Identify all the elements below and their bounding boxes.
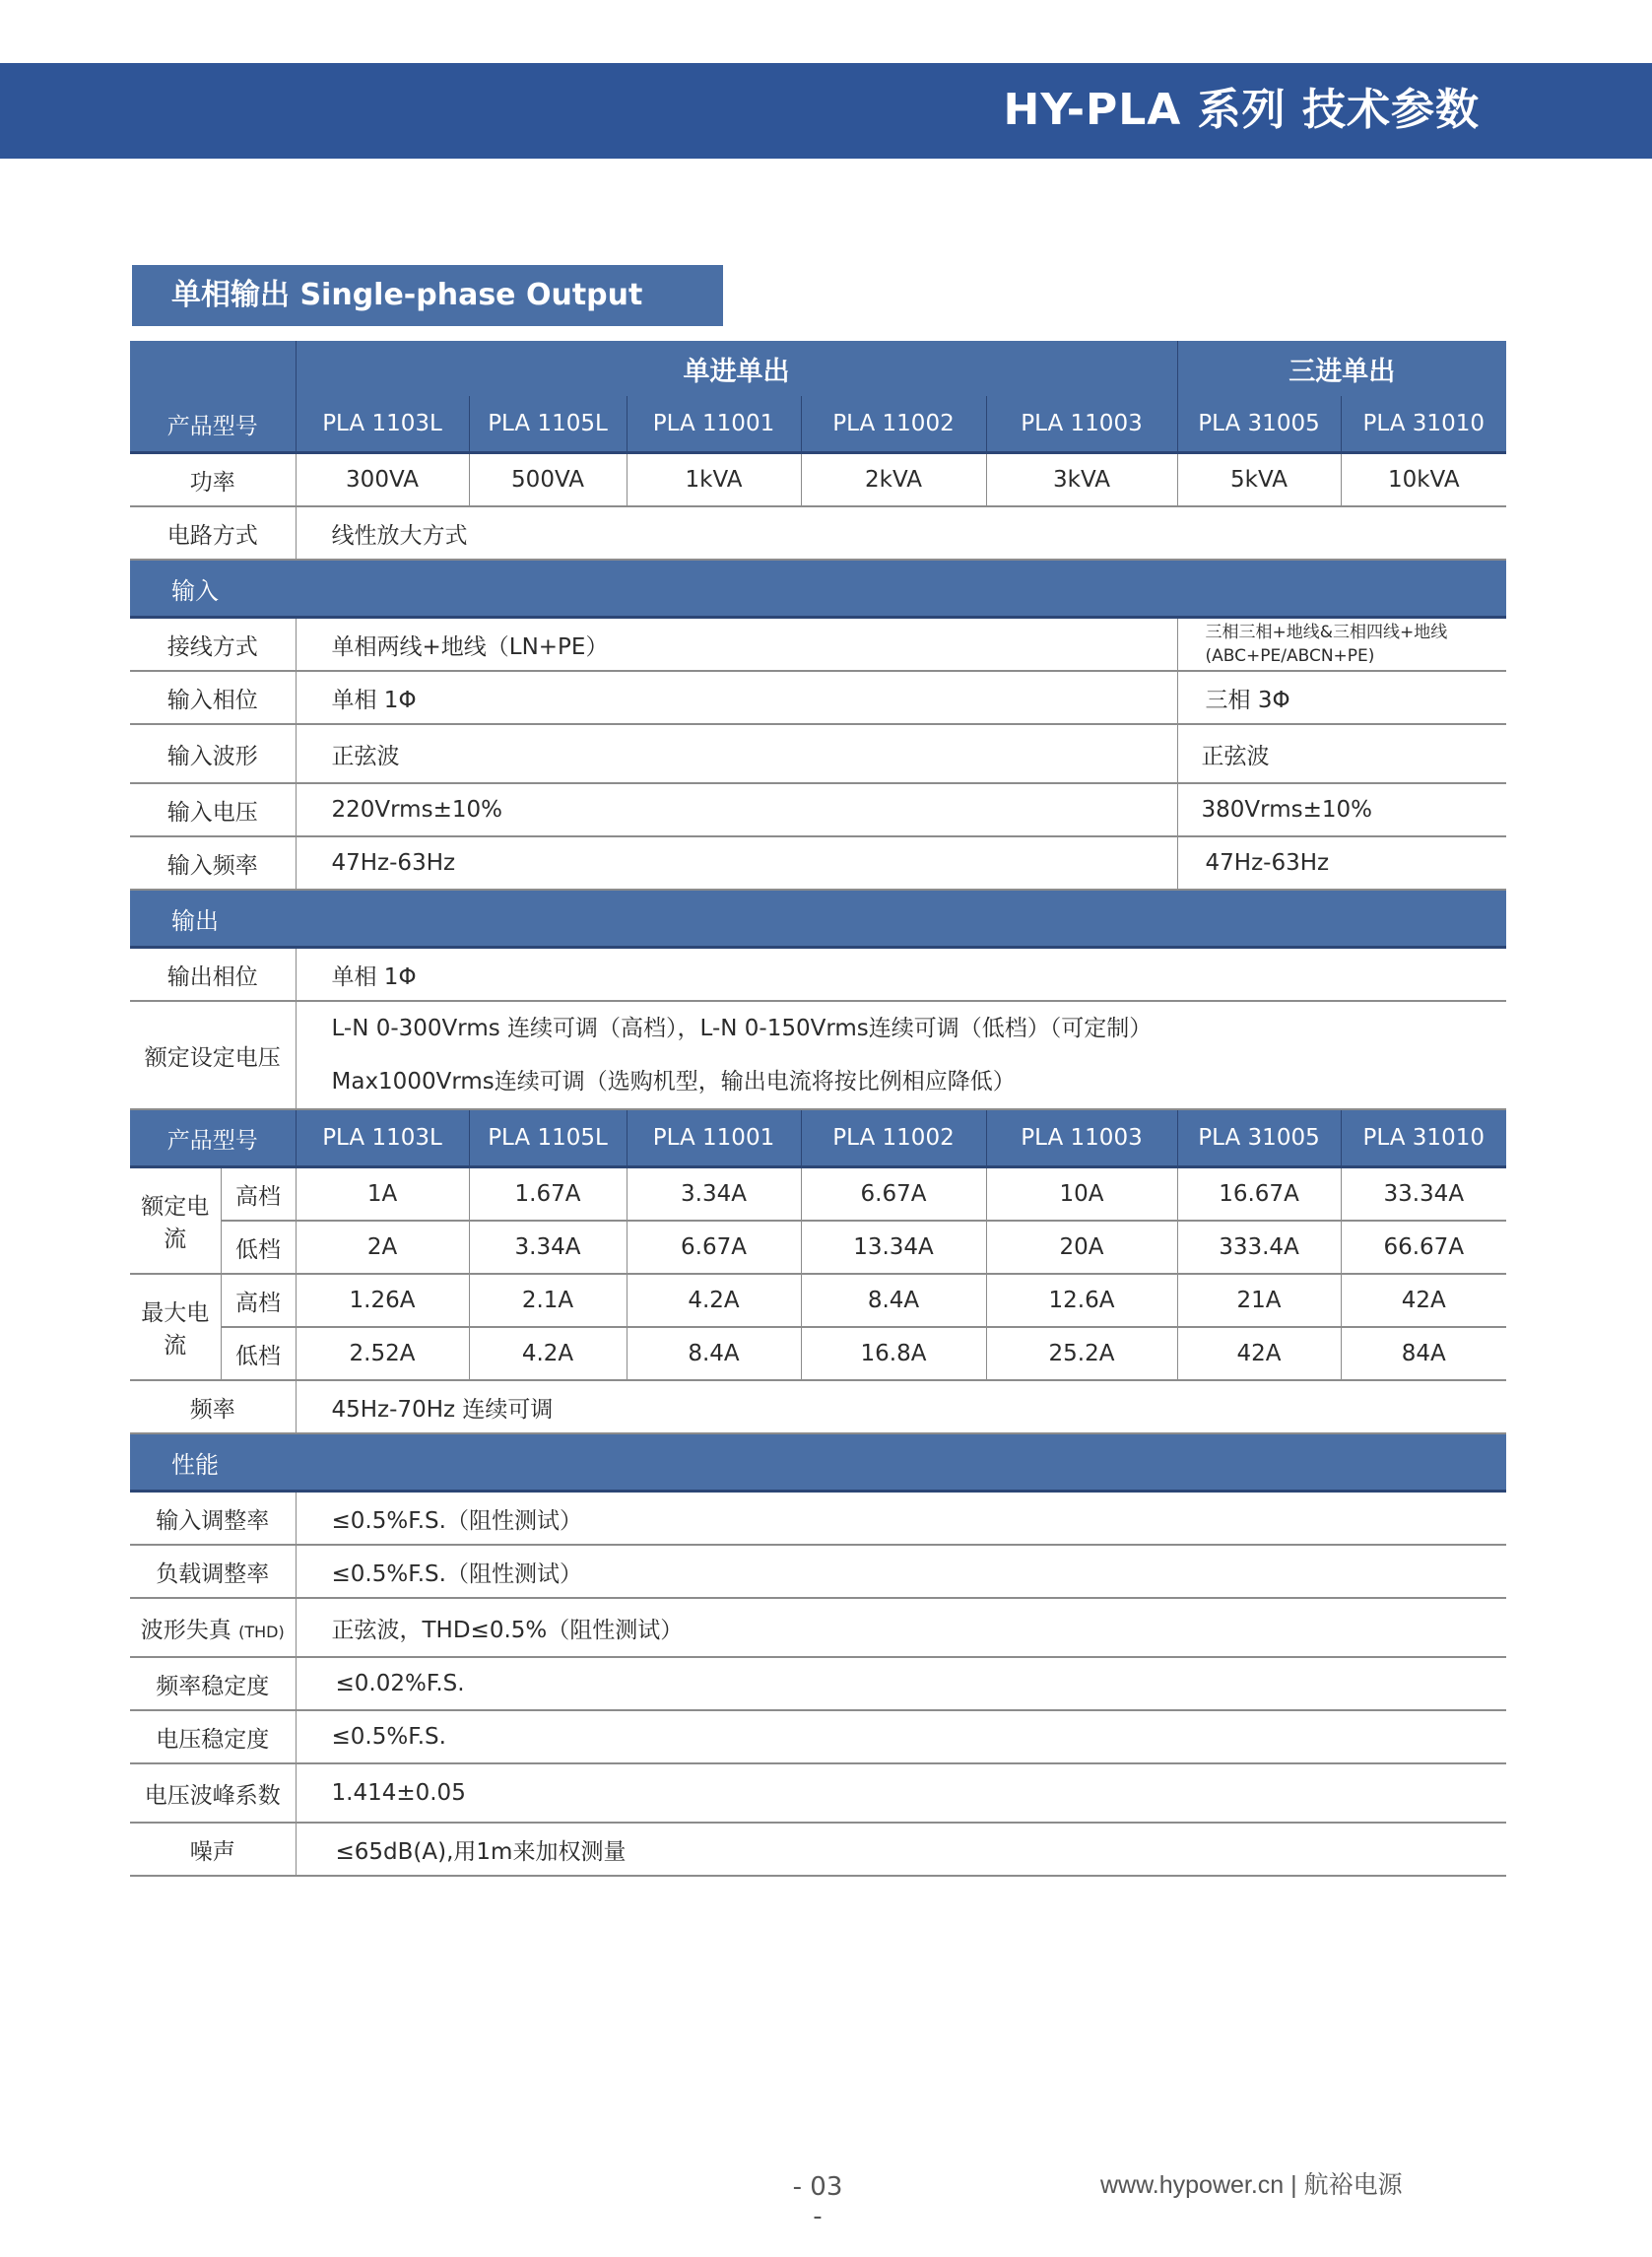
rated-voltage-value — [296, 1001, 1506, 1109]
rated-voltage-line1: L-N 0-300Vrms 连续可调（高档），L-N 0-150Vrms连续可调（低档）（可定制） — [331, 1016, 1153, 1041]
input-section-title: 输入 — [130, 560, 1506, 618]
wiring-row — [130, 618, 1506, 672]
freq-stab-label: 频率稳定度 — [130, 1657, 296, 1710]
rated-current-label: 额定电流 — [130, 1167, 221, 1275]
group-single-in: 单进单出 — [296, 341, 1177, 396]
input-waveform-row — [130, 724, 1506, 783]
model-cell: PLA 31005 — [1177, 396, 1341, 453]
rated-current-high-row — [130, 1167, 1506, 1222]
model-cell: PLA 11002 — [801, 1109, 986, 1167]
thd-value: 正弦波，THD≤0.5%（阻性测试） — [296, 1598, 1506, 1657]
input-frequency-label: 输入频率 — [130, 836, 296, 890]
rated-current-low-row — [130, 1221, 1506, 1274]
load-reg-value: ≤0.5%F.S.（阻性测试） — [296, 1545, 1506, 1598]
current-cell: 12.6A — [986, 1274, 1177, 1327]
current-cell: 2A — [296, 1221, 469, 1274]
power-cell: 1kVA — [627, 453, 801, 507]
rated-voltage-label: 额定设定电压 — [130, 1001, 296, 1109]
model-cell: PLA 31010 — [1341, 396, 1506, 453]
current-cell: 25.2A — [986, 1327, 1177, 1380]
group-header-row — [130, 341, 1506, 396]
output-phase-label: 输出相位 — [130, 948, 296, 1002]
power-cell: 3kVA — [986, 453, 1177, 507]
noise-label: 噪声 — [130, 1823, 296, 1876]
current-cell: 3.34A — [469, 1221, 627, 1274]
noise-value: ≤65dB(A),用1m来加权测量 — [296, 1823, 1506, 1876]
current-cell: 6.67A — [627, 1221, 801, 1274]
input-reg-row — [130, 1492, 1506, 1546]
max-current-low-label: 低档 — [221, 1327, 296, 1380]
freq-stab-value: ≤0.02%F.S. — [296, 1657, 1506, 1710]
crest-label: 电压波峰系数 — [130, 1763, 296, 1823]
model-cell: PLA 31005 — [1177, 1109, 1341, 1167]
input-voltage-three: 380Vrms±10% — [1177, 783, 1506, 836]
performance-section-row — [130, 1433, 1506, 1492]
output-frequency-value: 45Hz-70Hz 连续可调 — [296, 1380, 1506, 1433]
current-cell: 4.2A — [469, 1327, 627, 1380]
current-cell: 84A — [1341, 1327, 1506, 1380]
power-label: 功率 — [130, 453, 296, 507]
model-cell: PLA 11002 — [801, 396, 986, 453]
wiring-single: 单相两线+地线（LN+PE） — [296, 618, 1177, 672]
rated-current-high-label: 高档 — [221, 1167, 296, 1222]
wiring-three-line1: 三相三相+地线&三相四线+地线 — [1205, 623, 1448, 642]
current-cell: 66.67A — [1341, 1221, 1506, 1274]
circuit-label: 电路方式 — [130, 506, 296, 560]
input-section-row — [130, 560, 1506, 618]
model-cell: PLA 31010 — [1341, 1109, 1506, 1167]
load-reg-row — [130, 1545, 1506, 1598]
page-title: HY-PLA 系列 技术参数 — [1003, 85, 1480, 135]
thd-label-suffix: (THD) — [238, 1622, 285, 1641]
thd-row — [130, 1598, 1506, 1657]
rated-voltage-row — [130, 1001, 1506, 1109]
current-cell: 6.67A — [801, 1167, 986, 1222]
model-cell: PLA 11001 — [627, 1109, 801, 1167]
performance-section-title: 性能 — [130, 1433, 1506, 1492]
model-cell: PLA 1105L — [469, 1109, 627, 1167]
crest-value: 1.414±0.05 — [296, 1763, 1506, 1823]
current-cell: 42A — [1341, 1274, 1506, 1327]
input-waveform-label: 输入波形 — [130, 724, 296, 783]
output-frequency-label: 频率 — [130, 1380, 296, 1433]
current-cell: 1.67A — [469, 1167, 627, 1222]
footer-site[interactable]: www.hypower.cn | 航裕电源 — [1100, 2171, 1403, 2199]
rated-current-low-label: 低档 — [221, 1221, 296, 1274]
model-cell: PLA 11001 — [627, 396, 801, 453]
model-row-2 — [130, 1109, 1506, 1167]
current-cell: 16.8A — [801, 1327, 986, 1380]
input-frequency-row — [130, 836, 1506, 890]
model-row — [130, 396, 1506, 453]
model-cell: PLA 11003 — [986, 396, 1177, 453]
output-section-row — [130, 890, 1506, 948]
noise-row — [130, 1823, 1506, 1876]
freq-stab-row — [130, 1657, 1506, 1710]
input-waveform-three: 正弦波 — [1177, 724, 1506, 783]
current-cell: 8.4A — [801, 1274, 986, 1327]
power-cell: 500VA — [469, 453, 627, 507]
group-three-in: 三进单出 — [1177, 341, 1506, 396]
volt-stab-label: 电压稳定度 — [130, 1710, 296, 1763]
current-cell: 8.4A — [627, 1327, 801, 1380]
current-cell: 1.26A — [296, 1274, 469, 1327]
input-phase-single: 单相 1Φ — [296, 671, 1177, 724]
current-cell: 2.1A — [469, 1274, 627, 1327]
page-number: - 03 - — [792, 2172, 843, 2231]
max-current-high-label: 高档 — [221, 1274, 296, 1327]
thd-label — [130, 1598, 296, 1657]
load-reg-label: 负载调整率 — [130, 1545, 296, 1598]
current-cell: 3.34A — [627, 1167, 801, 1222]
model-cell: PLA 11003 — [986, 1109, 1177, 1167]
rated-voltage-line2: Max1000Vrms连续可调（选购机型，输出电流将按比例相应降低） — [331, 1069, 1016, 1095]
thd-label-text: 波形失真 — [140, 1617, 231, 1643]
output-phase-row — [130, 948, 1506, 1002]
input-phase-label: 输入相位 — [130, 671, 296, 724]
power-row — [130, 453, 1506, 507]
input-frequency-three: 47Hz-63Hz — [1177, 836, 1506, 890]
wiring-three-line2: (ABC+PE/ABCN+PE) — [1205, 646, 1375, 666]
circuit-value: 线性放大方式 — [296, 506, 1506, 560]
input-reg-label: 输入调整率 — [130, 1492, 296, 1546]
model-cell: PLA 1105L — [469, 396, 627, 453]
model-cell: PLA 1103L — [296, 396, 469, 453]
output-frequency-row — [130, 1380, 1506, 1433]
input-frequency-single: 47Hz-63Hz — [296, 836, 1177, 890]
power-cell: 5kVA — [1177, 453, 1341, 507]
output-phase-value: 单相 1Φ — [296, 948, 1506, 1002]
current-cell: 4.2A — [627, 1274, 801, 1327]
current-cell: 13.34A — [801, 1221, 986, 1274]
volt-stab-row — [130, 1710, 1506, 1763]
power-cell: 300VA — [296, 453, 469, 507]
model-label: 产品型号 — [130, 1109, 296, 1167]
input-reg-value: ≤0.5%F.S.（阻性测试） — [296, 1492, 1506, 1546]
current-cell: 10A — [986, 1167, 1177, 1222]
model-label: 产品型号 — [130, 396, 296, 453]
section-title: 单相输出 Single-phase Output — [132, 265, 723, 326]
current-cell: 42A — [1177, 1327, 1341, 1380]
volt-stab-value: ≤0.5%F.S. — [296, 1710, 1506, 1763]
current-cell: 20A — [986, 1221, 1177, 1274]
input-waveform-single: 正弦波 — [296, 724, 1177, 783]
input-phase-three: 三相 3Φ — [1177, 671, 1506, 724]
model-cell: PLA 1103L — [296, 1109, 469, 1167]
output-section-title: 输出 — [130, 890, 1506, 948]
input-voltage-label: 输入电压 — [130, 783, 296, 836]
wiring-label: 接线方式 — [130, 618, 296, 672]
max-current-high-row — [130, 1274, 1506, 1327]
max-current-low-row — [130, 1327, 1506, 1380]
power-cell: 10kVA — [1341, 453, 1506, 507]
input-phase-row — [130, 671, 1506, 724]
wiring-three — [1177, 618, 1506, 672]
input-voltage-single: 220Vrms±10% — [296, 783, 1177, 836]
power-cell: 2kVA — [801, 453, 986, 507]
max-current-label: 最大电流 — [130, 1274, 221, 1380]
current-cell: 333.4A — [1177, 1221, 1341, 1274]
circuit-row — [130, 506, 1506, 560]
crest-row — [130, 1763, 1506, 1823]
current-cell: 16.67A — [1177, 1167, 1341, 1222]
current-cell: 2.52A — [296, 1327, 469, 1380]
current-cell: 33.34A — [1341, 1167, 1506, 1222]
input-voltage-row — [130, 783, 1506, 836]
spec-table — [130, 341, 1506, 1877]
current-cell: 1A — [296, 1167, 469, 1222]
current-cell: 21A — [1177, 1274, 1341, 1327]
